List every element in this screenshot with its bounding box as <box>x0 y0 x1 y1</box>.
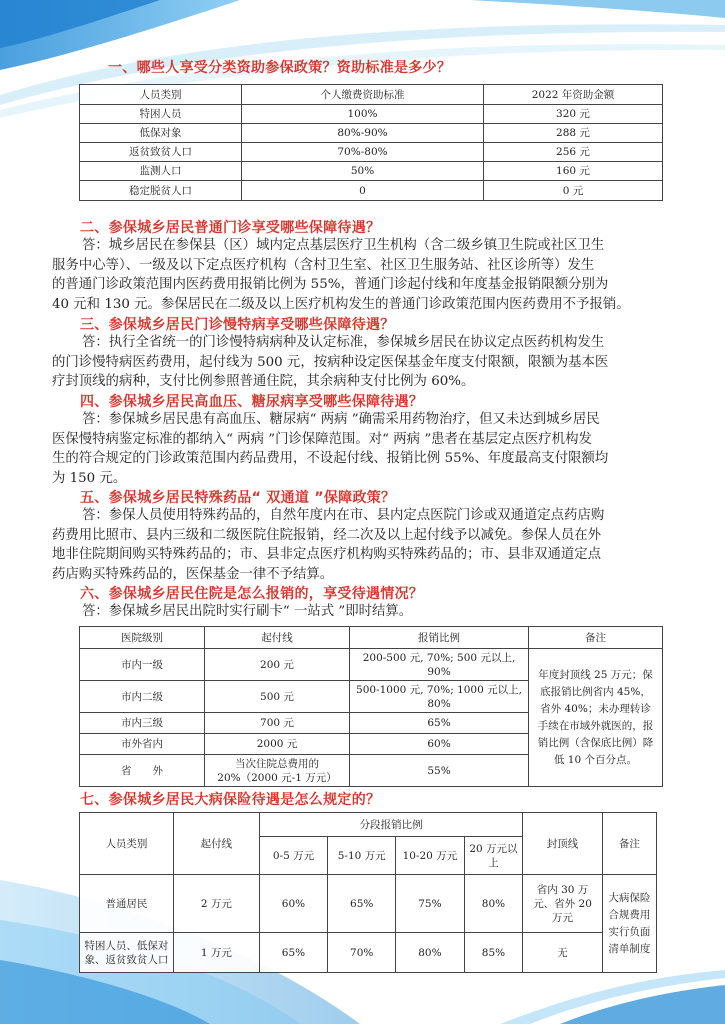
table-cell: 当次住院总费用的 20%（2000 元-1 万元） <box>205 755 350 787</box>
section-4-title: 四、参保城乡居民高血压、糖尿病享受哪些保障待遇？ <box>80 394 424 410</box>
table-cell: 低保对象 <box>80 124 242 143</box>
table-header: 0-5 万元 <box>259 837 327 875</box>
critical-illness-table <box>79 812 657 973</box>
table-cell: 80% <box>396 933 464 973</box>
table-cell: 市内一级 <box>80 649 205 681</box>
table-cell: 稳定脱贫人口 <box>80 181 242 201</box>
section-4-body <box>52 410 692 488</box>
table-header: 备注 <box>602 813 656 875</box>
table-cell: 特困人员、低保对象、返贫致贫人口 <box>80 933 174 973</box>
table-header: 人员类别 <box>80 85 242 105</box>
table-header: 医院级别 <box>80 627 205 649</box>
section-5-body <box>52 506 692 584</box>
paragraph-line: 答：参保城乡居民出院时实行刷卡“ 一站式 ”即时结算。 <box>82 604 413 619</box>
paragraph-line: 答：参保人员使用特殊药品的，自然年度内在市、县内定点医院门诊或双通道定点药店购 <box>82 508 605 523</box>
table-cell: 160 元 <box>484 162 663 181</box>
table-header: 人员类别 <box>80 813 174 875</box>
table-cell: 65% <box>328 875 396 933</box>
hospitalization-note: 年度封顶线 25 万元；保底报销比例省内 45%，省外 40%；未办理转诊手续在市域外就医的，报销比例（含保底比例）降低 10 个百分点。 <box>529 649 663 787</box>
table-cell: 60% <box>259 875 327 933</box>
critical-illness-note: 大病保险合规费用实行负面清单制度 <box>602 875 656 973</box>
section-3-body <box>52 333 692 392</box>
section-2-title: 二、参保城乡居民普通门诊享受哪些保障待遇？ <box>80 220 381 236</box>
table-cell: 256 元 <box>484 143 663 162</box>
paragraph-line: 药店购买特殊药品的，医保基金一律不予结算。 <box>52 566 334 582</box>
paragraph-line: 答：城乡居民在参保县（区）域内定点基层医疗卫生机构（含二级乡镇卫生院或社区卫生 <box>82 238 605 253</box>
table-header: 5-10 万元 <box>328 837 396 875</box>
paragraph-line: 生的符合规定的门诊政策范围内药品费用，不设起付线、报销比例 55%、年度最高支付限额均 <box>52 451 609 466</box>
paragraph-line: 的门诊慢特病医药费用，起付线为 500 元，按病种设定医保基金年度支付限额，限额为基本医 <box>52 354 609 370</box>
table-cell: 0 元 <box>484 181 663 201</box>
table-header: 20 万元以上 <box>464 837 523 875</box>
table-cell: 监测人口 <box>80 162 242 181</box>
section-3-title: 三、参保城乡居民门诊慢特病享受哪些保障待遇？ <box>80 317 395 333</box>
table-cell: 特困人员 <box>80 105 242 124</box>
table-cell: 500-1000 元, 70%; 1000 元以上, 80% <box>350 681 529 713</box>
table-cell: 320 元 <box>484 105 663 124</box>
subsidy-standard-table <box>79 84 663 201</box>
table-cell: 80% <box>464 875 523 933</box>
table-header: 个人缴费资助标准 <box>242 85 484 105</box>
table-cell: 无 <box>523 933 602 973</box>
table-cell: 50% <box>242 162 484 181</box>
table-cell: 100% <box>242 105 484 124</box>
table-header: 报销比例 <box>350 627 529 649</box>
table-cell: 返贫致贫人口 <box>80 143 242 162</box>
table-cell: 市内二级 <box>80 681 205 713</box>
table-cell: 500 元 <box>205 681 350 713</box>
table-header: 封顶线 <box>523 813 602 875</box>
table-cell: 85% <box>464 933 523 973</box>
section-6-body <box>52 602 692 622</box>
hospitalization-table <box>79 626 663 787</box>
paragraph-line: 为 150 元。 <box>52 470 127 486</box>
table-cell: 市外省内 <box>80 734 205 755</box>
table-cell: 省内 30 万元、省外 20 万元 <box>523 875 602 933</box>
table-cell: 市内三级 <box>80 713 205 734</box>
paragraph-line: 40 元和 130 元。参保居民在二级及以上医疗机构发生的普通门诊政策范围内医药费用不予报销。 <box>52 296 630 312</box>
table-cell: 2 万元 <box>173 875 259 933</box>
section-2-body <box>52 236 692 314</box>
table-cell: 288 元 <box>484 124 663 143</box>
table-header: 10-20 万元 <box>396 837 464 875</box>
table-cell: 2000 元 <box>205 734 350 755</box>
table-cell: 65% <box>259 933 327 973</box>
table-header: 2022 年资助金额 <box>484 85 663 105</box>
table-cell: 65% <box>350 713 529 734</box>
paragraph-line: 药费用比照市、县内三级和二级医院住院报销，经二次及以上起付线予以减免。参保人员在外 <box>52 527 602 543</box>
paragraph-line: 地非住院期间购买特殊药品的；市、县非定点医疗机构购买特殊药品的；市、县非双通道定点 <box>52 547 602 562</box>
table-cell: 75% <box>396 875 464 933</box>
table-cell: 普通居民 <box>80 875 174 933</box>
table-cell: 80%-90% <box>242 124 484 143</box>
paragraph-line: 答：参保城乡居民患有高血压、糖尿病“ 两病 ”确需采用药物治疗，但又未达到城乡居民 <box>82 412 600 427</box>
paragraph-line: 服务中心等）、一级及以下定点医疗机构（含村卫生室、社区卫生服务站、社区诊所等）发生 <box>52 257 595 273</box>
table-cell: 700 元 <box>205 713 350 734</box>
section-5-title: 五、参保城乡居民特殊药品“ 双通道 ”保障政策？ <box>80 490 396 506</box>
table-cell: 1 万元 <box>173 933 259 973</box>
table-cell: 200-500 元, 70%; 500 元以上, 90% <box>350 649 529 681</box>
table-cell: 200 元 <box>205 649 350 681</box>
table-cell: 省 外 <box>80 755 205 787</box>
table-cell: 60% <box>350 734 529 755</box>
table-header: 起付线 <box>173 813 259 875</box>
table-cell: 55% <box>350 755 529 787</box>
paragraph-line: 疗封顶线的病种，支付比例参照普通住院，其余病种支付比例为 60%。 <box>52 374 475 389</box>
paragraph-line: 医保慢特病鉴定标准的都纳入“ 两病 ”门诊保障范围。对“ 两病 ”患者在基层定点医疗机构发 <box>52 431 592 447</box>
paragraph-line: 的普通门诊政策范围内医药费用报销比例为 55%，普通门诊起付线和年度基金报销限额分别为 <box>52 277 609 292</box>
section-7-title: 七、参保城乡居民大病保险待遇是怎么规定的？ <box>80 792 381 808</box>
table-cell: 70% <box>328 933 396 973</box>
table-header: 起付线 <box>205 627 350 649</box>
table-cell: 0 <box>242 181 484 201</box>
table-header: 备注 <box>529 627 663 649</box>
paragraph-line: 答：执行全省统一的门诊慢特病病种及认定标准，参保城乡居民在协议定点医药机构发生 <box>82 335 605 350</box>
section-6-title: 六、参保城乡居民住院是怎么报销的，享受待遇情况？ <box>80 586 424 602</box>
table-cell: 70%-80% <box>242 143 484 162</box>
section-1-title: 一、哪些人享受分类资助参保政策？资助标准是多少？ <box>108 60 452 76</box>
table-header: 分段报销比例 <box>259 813 523 837</box>
